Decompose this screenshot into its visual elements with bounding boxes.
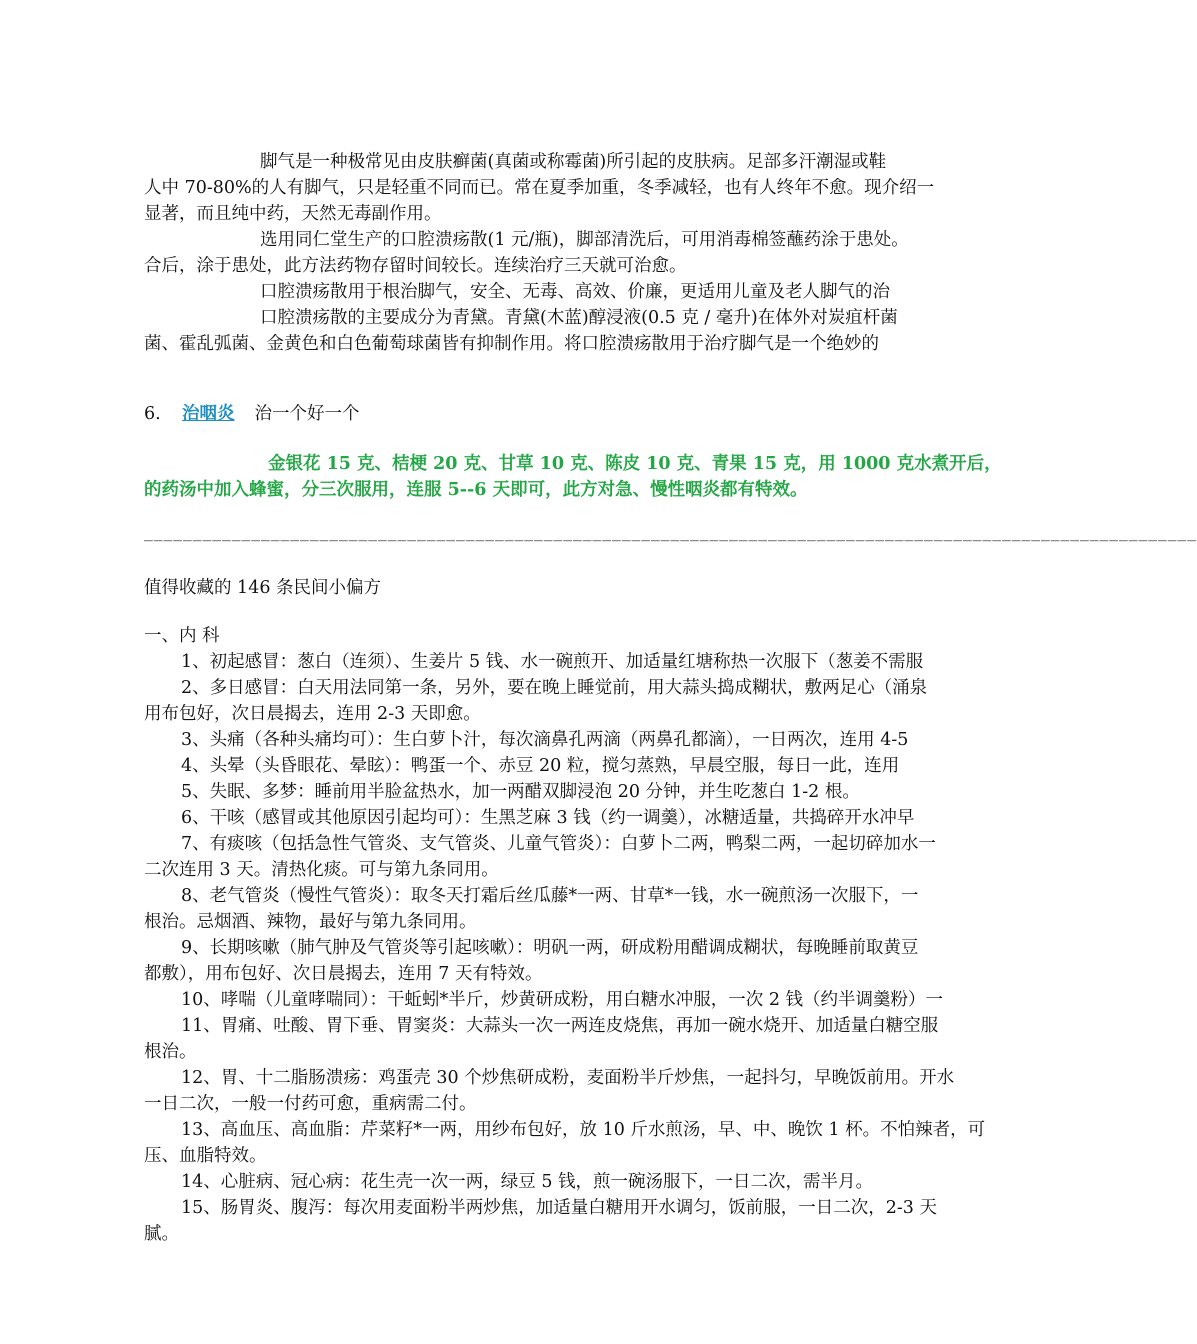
list-item: 2、多日感冒：白天用法同第一条，另外，要在晚上睡觉前，用大蒜头捣成糊状，敷两足心（涌泉 <box>181 678 928 698</box>
para3-line1: 口腔溃疡散用于根治脚气，安全、无毒、高效、价廉，更适用儿童及老人脚气的治 <box>260 282 890 302</box>
section6-subtitle: 治一个好一个 <box>254 404 360 424</box>
list-item: 13、高血压、高血脂：芹菜籽*一两，用纱布包好，放 10 斤水煎汤，早、中、晚饮 1 杯。不怕辣者，可 <box>181 1120 986 1140</box>
list-item: 5、失眠、多梦：睡前用半脸盆热水，加一两醋双脚浸泡 20 分钟，并生吃葱白 1-2 根。 <box>181 782 860 802</box>
list-item: 7、有痰咳（包括急性气管炎、支气管炎、儿童气管炎）：白萝卜二两，鸭梨二两，一起切碎加水一 <box>181 834 936 854</box>
list-item: 15、肠胃炎、腹泻：每次用麦面粉半两炒焦，加适量白糖用开水调匀，饭前服，一日二次，2-3 天 <box>181 1198 938 1218</box>
recipe-line2: 的药汤中加入蜂蜜，分三次服用，连服 5--6 天即可，此方对急、慢性咽炎都有特效。 <box>144 480 808 500</box>
list-item: 压、血脂特效。 <box>144 1146 267 1166</box>
category-heading: 一、内 科 <box>144 626 220 646</box>
list-item: 12、胃、十二脂肠溃疡：鸡蛋壳 30 个炒焦研成粉，麦面粉半斤炒焦，一起抖匀，早晚饭前用。开水 <box>181 1068 955 1088</box>
list-item: 9、长期咳嗽（肺气肿及气管炎等引起咳嗽）：明矾一两，研成粉用醋调成糊状，每晚睡前取黄豆 <box>181 938 919 958</box>
para4-line1: 口腔溃疡散的主要成分为青黛。青黛(木蓝)醇浸液(0.5 克 / 毫升)在体外对炭疽杆菌 <box>260 308 898 328</box>
list-item: 11、胃痛、吐酸、胃下垂、胃窦炎：大蒜头一次一两连皮烧焦，再加一碗水烧开、加适量白糖空服 <box>181 1016 939 1036</box>
list-item: 用布包好，次日晨揭去，连用 2-3 天即愈。 <box>144 704 481 724</box>
para1-line2: 人中 70-80%的人有脚气，只是轻重不同而已。常在夏季加重，冬季减轻，也有人终年不愈。现介绍一 <box>144 178 935 198</box>
divider-line: ____________________________________________________________________________________________________________ <box>144 522 1197 542</box>
list-item: 二次连用 3 天。清热化痰。可与第九条同用。 <box>144 860 499 880</box>
collection-title: 值得收藏的 146 条民间小偏方 <box>144 578 382 598</box>
list-item: 4、头晕（头昏眼花、晕眩）：鸭蛋一个、赤豆 20 粒，搅匀蒸熟，早晨空服，每日一此，连用 <box>181 756 900 776</box>
list-item: 都敷），用布包好、次日晨揭去，连用 7 天有特效。 <box>144 964 543 984</box>
section6-number: 6. <box>144 404 161 424</box>
para2-line1: 选用同仁堂生产的口腔溃疡散(1 元/瓶)，脚部清洗后，可用消毒棉签蘸药涂于患处。 <box>260 230 909 250</box>
list-item: 根治。 <box>144 1042 197 1062</box>
list-item: 1、初起感冒：葱白（连须）、生姜片 5 钱、水一碗煎开、加适量红塘称热一次服下（葱姜不需服 <box>181 652 924 672</box>
para1-line1: 脚气是一种极常见由皮肤癣菌(真菌或称霉菌)所引起的皮肤病。足部多汗潮湿或鞋 <box>260 152 887 172</box>
list-item: 8、老气管炎（慢性气管炎）：取冬天打霜后丝瓜藤*一两、甘草*一钱，水一碗煎汤一次服下，一 <box>181 886 919 906</box>
section6-link[interactable]: 治咽炎 <box>182 404 235 424</box>
para4-line2: 菌、霍乱弧菌、金黄色和白色葡萄球菌皆有抑制作用。将口腔溃疡散用于治疗脚气是一个绝妙的 <box>144 334 879 354</box>
list-item: 根治。忌烟酒、辣物，最好与第九条同用。 <box>144 912 477 932</box>
list-item: 10、哮喘（儿童哮喘同）：干蚯蚓*半斤，炒黄研成粉，用白糖水冲服，一次 2 钱（约半调羹粉）一 <box>181 990 944 1010</box>
list-item: 6、干咳（感冒或其他原因引起均可）：生黑芝麻 3 钱（约一调羹），冰糖适量，共捣碎开水冲早 <box>181 808 915 828</box>
list-item: 一日二次，一般一付药可愈，重病需二付。 <box>144 1094 477 1114</box>
para1-line3: 显著，而且纯中药，天然无毒副作用。 <box>144 204 442 224</box>
recipe-line1: 金银花 15 克、桔梗 20 克、甘草 10 克、陈皮 10 克、青果 15 克，用 1000 克水煮开后， <box>268 454 1002 474</box>
para2-line2: 合后，涂于患处，此方法药物存留时间较长。连续治疗三天就可治愈。 <box>144 256 687 276</box>
list-item: 14、心脏病、冠心病：花生壳一次一两，绿豆 5 钱，煎一碗汤服下，一日二次，需半月。 <box>181 1172 874 1192</box>
list-item: 腻。 <box>144 1224 179 1244</box>
list-item: 3、头痛（各种头痛均可）：生白萝卜汁，每次滴鼻孔两滴（两鼻孔都滴），一日两次，连用 4-5 <box>181 730 909 750</box>
section6-heading <box>144 402 950 428</box>
